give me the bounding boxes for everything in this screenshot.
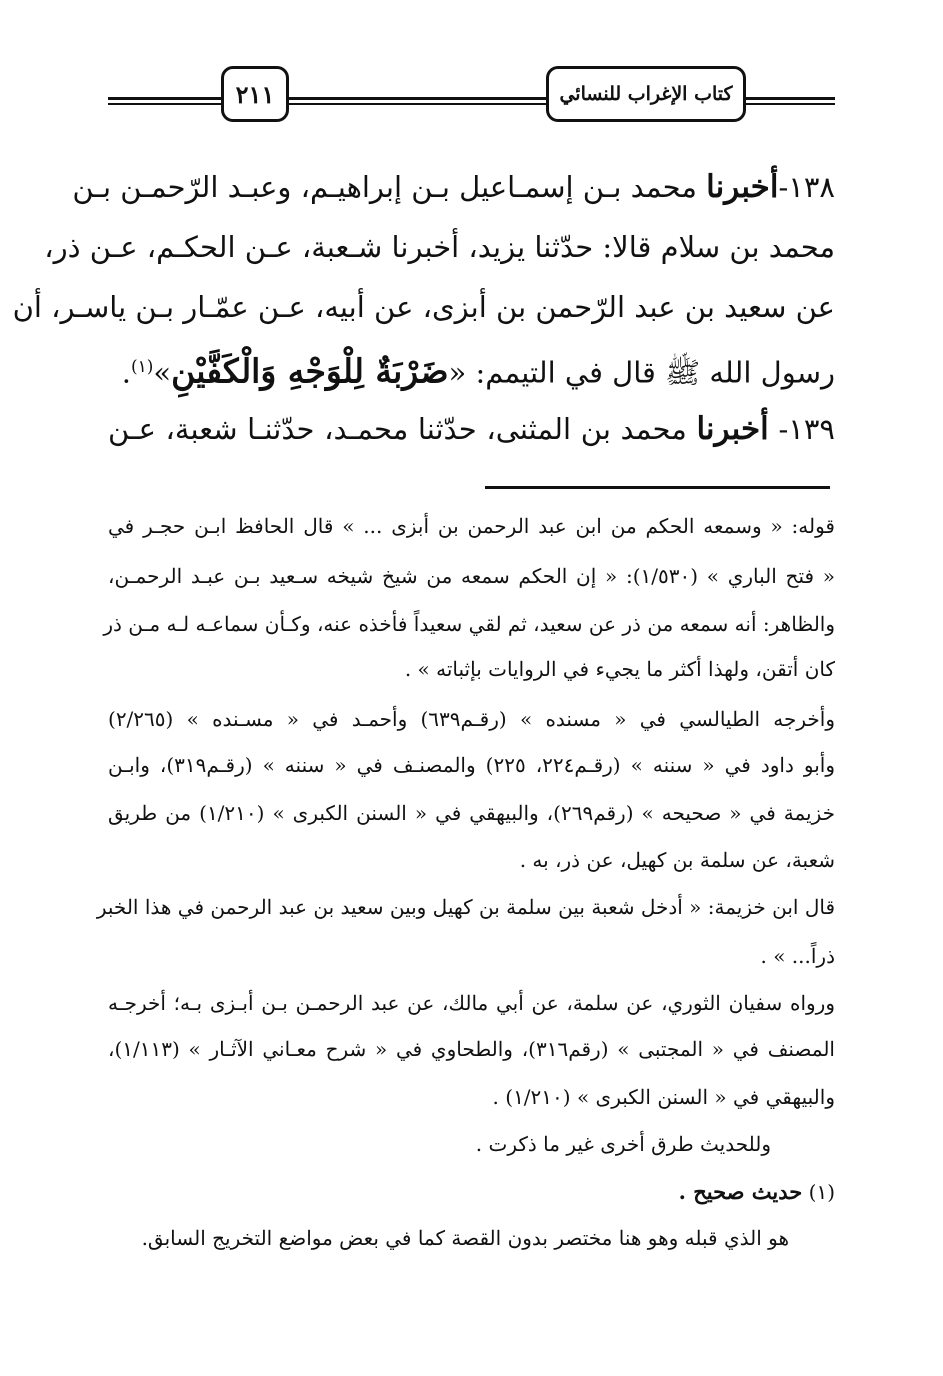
footnote-1 [108, 1175, 835, 1209]
hadith-138-line-4 [108, 342, 835, 392]
footnote-line [108, 843, 835, 877]
hadith-138-line-3 [12, 282, 835, 332]
page-number: ٢١١ [235, 79, 275, 109]
footnote-line [108, 986, 835, 1020]
hadith-139-line-1 [108, 404, 835, 454]
footnote-text: « فتح الباري » (١/٥٣٠): « إن الحكم سمعه من شيخ شيخه سـعيد بـن عبـد الرحمـن، [108, 564, 835, 588]
footnote-line [108, 702, 835, 736]
footnote-text: وللحديث طرق أخرى غير ما ذكرت . [475, 1132, 771, 1156]
footnote-separator [485, 486, 830, 489]
footnote-text: والظاهر: أنه سمعه من ذر عن سعيد، ثم لقي سعيداً فأخذه عنه، وكـأن سماعـه لـه مـن ذر [103, 612, 835, 636]
hadith-138-line-1 [72, 162, 835, 212]
hadith-number: ١٣٩- [768, 412, 835, 446]
hadith-quote: ضَرْبَةٌ لِلْوَجْهِ وَالْكَفَّيْنِ [171, 351, 449, 391]
footnote-text: كان أتقن، ولهذا أكثر ما يجيء في الروايات بإثباته » . [404, 657, 835, 681]
book-title: كتاب الإغراب للنسائي [559, 83, 733, 105]
footnote-line [44, 1127, 771, 1161]
footnote-line [62, 1221, 789, 1255]
footnote-line [108, 509, 835, 543]
book-title-box [546, 66, 746, 122]
line-text: عن سعيد بن عبد الرّحمن بن أبزى، عن أبيه، عـن عمّـار بـن ياسـر، أن [12, 290, 835, 324]
footnote-line [108, 652, 835, 686]
footnote-line [96, 890, 835, 924]
footnote-line [108, 748, 835, 782]
line-text: محمد بن المثنى، حدّثنا محمـد، حدّثنـا شعبة، عـن [108, 412, 687, 446]
chain-verb: أخبرنا [696, 411, 769, 447]
footnote-text: وأبو داود في « سننه » (رقـم٢٢٤، ٢٢٥) والمصنـف في « سننه » (رقـم٣١٩)، وابـن [108, 753, 836, 777]
footnote-text: ورواه سفيان الثوري، عن سلمة، عن أبي مالك، عن عبد الرحمـن بـن أبـزى بـه؛ أخرجـه [108, 991, 835, 1015]
footnote-text: هو الذي قبله وهو هنا مختصر بدون القصة كما في بعض مواضع التخريج السابق. [141, 1226, 789, 1250]
footnote-text: قوله: « وسمعه الحكم من ابن عبد الرحمن بن أبزى ... » قال الحافظ ابـن حجـر في [108, 514, 835, 538]
quote-close: » [153, 355, 172, 390]
footnote-line [108, 559, 835, 593]
footnote-text: شعبة، عن سلمة بن كهيل، عن ذر، به . [519, 848, 835, 872]
line-text: رسول الله ﷺ قال في التيمم: « [448, 355, 835, 390]
hadith-number: ١٣٨- [778, 170, 835, 204]
footnote-line [103, 607, 835, 641]
footnote-number: (١) [802, 1180, 835, 1204]
footnote-text: المصنف في « المجتبى » (رقم٣١٦)، والطحاوي في « شرح معـاني الآثـار » (١/١١٣)، [108, 1037, 835, 1061]
footnote-text: قال ابن خزيمة: « أدخل شعبة بين سلمة بن كهيل وبين سعيد بن عبد الرحمن في هذا الخبر [96, 895, 835, 919]
page-number-box [221, 66, 289, 122]
footnote-line [108, 796, 835, 830]
period: . [121, 355, 131, 390]
footnote-ref: (١) [130, 357, 154, 377]
line-text: محمد بن سلام قالا: حدّثنا يزيد، أخبرنا شـعبة، عـن الحكـم، عـن ذر، [44, 230, 835, 264]
line-text: محمد بـن إسمـاعيل بـن إبراهيـم، وعبـد الرّحمـن بـن [72, 170, 697, 204]
chain-verb: أخبرنا [706, 169, 779, 205]
footnote-line [108, 1080, 835, 1114]
footnote-text: خزيمة في « صحيحه » (رقم٢٦٩)، والبيهقي في « السنن الكبرى » (١/٢١٠) من طريق [108, 801, 836, 825]
hadith-138-line-2 [44, 222, 835, 272]
footnote-text: وأخرجه الطيالسي في « مسنده » (رقـم٦٣٩) وأحمـد في « مسـنده » (٢/٢٦٥) [108, 707, 835, 731]
footnote-text: والبيهقي في « السنن الكبرى » (١/٢١٠) . [492, 1085, 835, 1109]
footnote-line [108, 1032, 835, 1066]
footnote-line [108, 939, 835, 973]
footnote-text: ذراً... » . [760, 944, 835, 968]
footnote-grade: حديث صحيح . [678, 1179, 803, 1204]
